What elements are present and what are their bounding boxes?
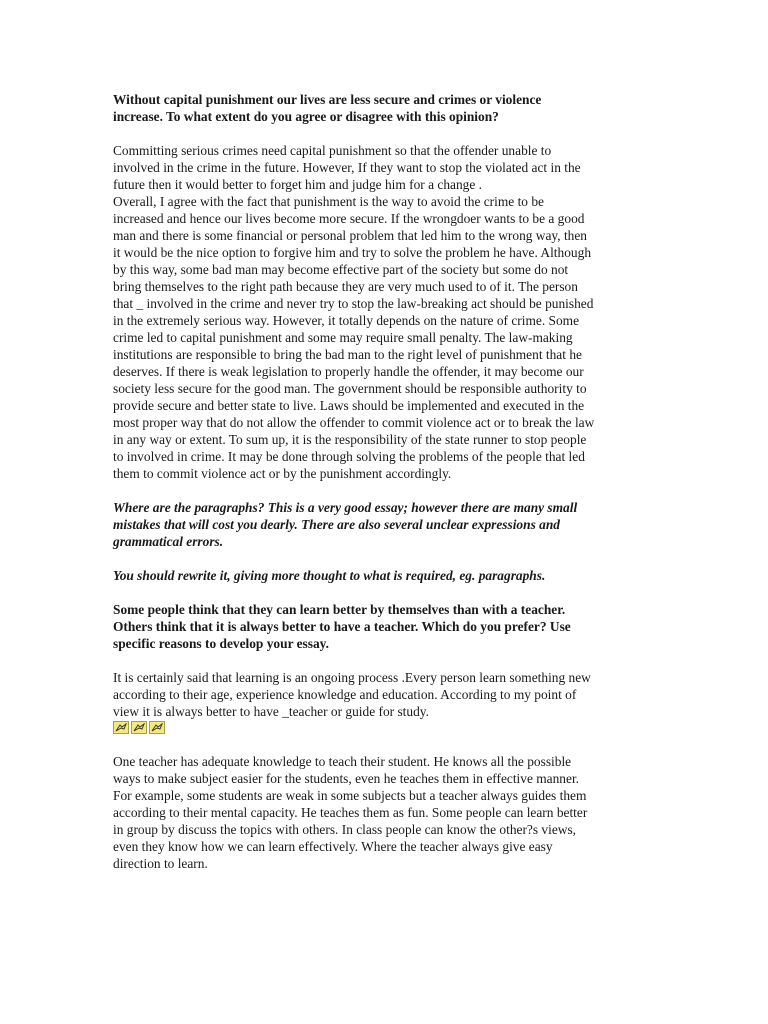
text-line: involved in the crime in the future. However, If they want to stop the violated act in the [113, 160, 581, 175]
text-line: society less secure for the good man. The government should be responsible authority to [113, 381, 587, 396]
text-line: it would be the nice option to forgive him and try to solve the problem he have. Although [113, 245, 592, 260]
text-line: Where are the paragraphs? This is a very good essay; however there are many small [113, 500, 578, 515]
text-line: Others think that it is always better to have a teacher. Which do you prefer? Use [113, 619, 571, 634]
text-line: future then it would better to forget him and judge him for a change . [113, 177, 483, 192]
text-line: bring themselves to the right path because they are very much used to of it. The person [113, 279, 578, 294]
comment-marker-icon[interactable] [149, 721, 165, 734]
text-line: ways to make subject easier for the students, even he teaches them in effective manner. [113, 771, 580, 786]
text-line: mistakes that will cost you dearly. There are also several unclear expressions and [113, 517, 560, 532]
text-line: man and there is some financial or personal problem that led him to the wrong way, then [113, 228, 587, 243]
essay1-prompt [113, 91, 673, 125]
text-line: by this way, some bad man may become effective part of the society but some do not [113, 262, 569, 277]
text-line: One teacher has adequate knowledge to teach their student. He knows all the possible [113, 754, 572, 769]
text-line: in any way or extent. To sum up, it is the responsibility of the state runner to stop people [113, 432, 587, 447]
text-line: view it is always better to have _teacher or guide for study. [113, 704, 429, 719]
essay2-body [113, 753, 673, 872]
text-line: in the extremely serious way. However, it totally depends on the nature of crime. Some [113, 313, 580, 328]
essay1-feedback [113, 499, 673, 550]
text-line: grammatical errors. [113, 534, 224, 549]
comment-marker-icon[interactable] [113, 721, 129, 734]
text-line: them to commit violence act or by the punishment accordingly. [113, 466, 452, 481]
text-line: Overall, I agree with the fact that punishment is the way to avoid the crime to be [113, 194, 544, 209]
text-line: direction to learn. [113, 856, 208, 871]
document-page [113, 91, 673, 872]
text-line: in group by discuss the topics with others. In class people can know the other?s views, [113, 822, 577, 837]
text-line: crime led to capital punishment and some may require small penalty. The law-making [113, 330, 573, 345]
text-line: increased and hence our lives become more secure. If the wrongdoer wants to be a good [113, 211, 585, 226]
text-line: institutions are responsible to bring the bad man to the right level of punishment that he [113, 347, 582, 362]
text-line: deserves. If there is weak legislation to properly handle the offender, it may become our [113, 364, 584, 379]
text-line: specific reasons to develop your essay. [113, 636, 329, 651]
text-line: increase. To what extent do you agree or disagree with this opinion? [113, 109, 499, 124]
essay2-prompt [113, 601, 673, 652]
text-line: that _ involved in the crime and never try to stop the law-breaking act should be punished [113, 296, 594, 311]
essay1-rewrite-note [113, 567, 673, 584]
text-line: most proper way that do not allow the offender to commit violence act or to break the law [113, 415, 595, 430]
text-line: Committing serious crimes need capital punishment so that the offender unable to [113, 143, 552, 158]
text-line: It is certainly said that learning is an ongoing process .Every person learn something new [113, 670, 591, 685]
essay2-intro [113, 669, 673, 720]
essay1-body [113, 142, 673, 482]
text-line: to involved in crime. It may be done through solving the problems of the people that led [113, 449, 585, 464]
comment-marker-icon[interactable] [131, 721, 147, 734]
comment-markers [113, 721, 673, 736]
text-line: You should rewrite it, giving more thought to what is required, eg. paragraphs. [113, 568, 546, 583]
text-line: according to their age, experience knowledge and education. According to my point of [113, 687, 577, 702]
text-line: For example, some students are weak in some subjects but a teacher always guides them [113, 788, 587, 803]
text-line: Without capital punishment our lives are less secure and crimes or violence [113, 92, 542, 107]
text-line: according to their mental capacity. He teaches them as fun. Some people can learn better [113, 805, 588, 820]
text-line: provide secure and better state to live. Laws should be implemented and executed in the [113, 398, 585, 413]
text-line: even they know how we can learn effectively. Where the teacher always give easy [113, 839, 553, 854]
text-line: Some people think that they can learn better by themselves than with a teacher. [113, 602, 566, 617]
